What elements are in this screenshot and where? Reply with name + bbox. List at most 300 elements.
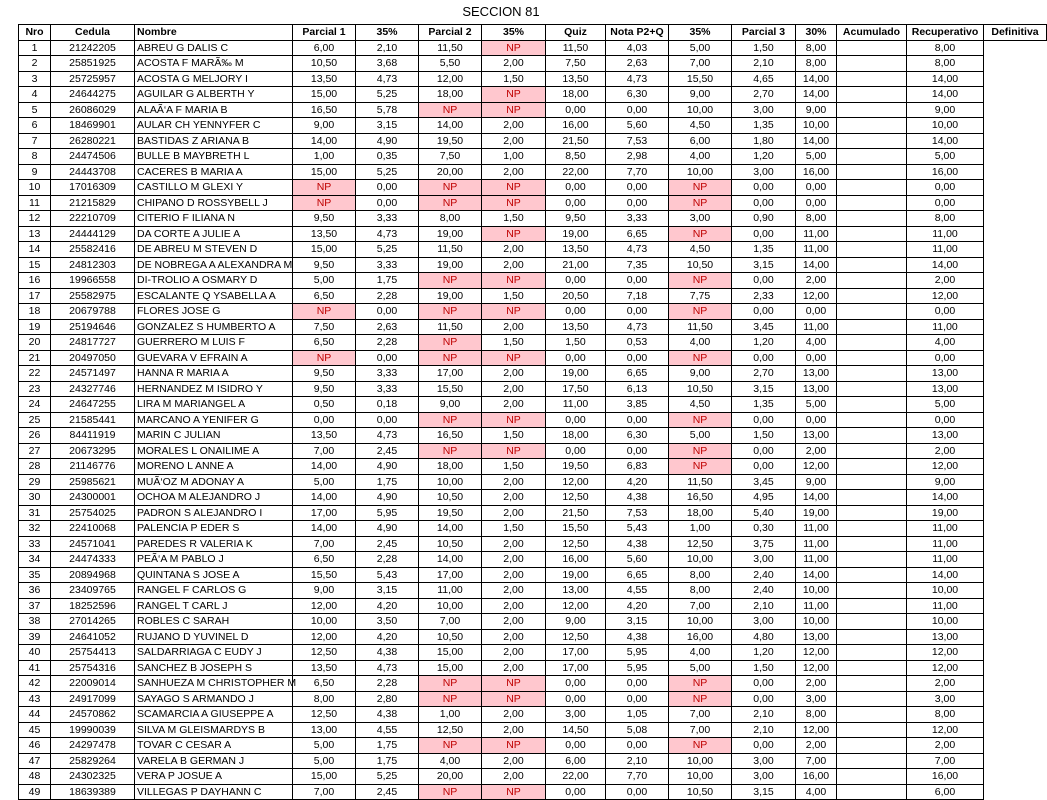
table-cell[interactable]: 0,00 <box>546 784 606 800</box>
table-cell[interactable]: RANGEL F CARLOS G <box>135 583 293 599</box>
table-cell[interactable]: 21 <box>19 350 51 366</box>
table-cell[interactable]: 1,00 <box>293 149 356 165</box>
table-cell[interactable]: 19,00 <box>546 366 606 382</box>
table-cell[interactable]: 5,95 <box>606 645 669 661</box>
table-cell[interactable]: 0,90 <box>732 211 796 227</box>
table-cell[interactable]: 0,00 <box>732 226 796 242</box>
table-cell[interactable]: 10,00 <box>669 753 732 769</box>
table-cell[interactable]: 5,50 <box>419 56 482 72</box>
table-cell[interactable]: 0,00 <box>546 350 606 366</box>
table-cell[interactable]: VILLEGAS P DAYHANN C <box>135 784 293 800</box>
table-cell[interactable]: 14,00 <box>907 133 984 149</box>
table-cell[interactable]: 9,00 <box>796 102 837 118</box>
table-cell[interactable]: 7,00 <box>293 784 356 800</box>
table-cell[interactable]: 4,90 <box>356 133 419 149</box>
table-cell[interactable]: GUEVARA V EFRAIN A <box>135 350 293 366</box>
table-cell[interactable]: 14,00 <box>907 257 984 273</box>
table-cell[interactable]: 16,00 <box>669 629 732 645</box>
table-cell[interactable]: 6,65 <box>606 567 669 583</box>
table-cell[interactable]: 3,15 <box>356 583 419 599</box>
table-cell[interactable] <box>837 784 907 800</box>
table-cell[interactable]: 3,33 <box>606 211 669 227</box>
table-cell[interactable]: 7,00 <box>293 536 356 552</box>
table-cell[interactable]: 0,00 <box>907 412 984 428</box>
table-cell[interactable] <box>837 707 907 723</box>
table-cell[interactable]: 24444129 <box>51 226 135 242</box>
table-cell[interactable]: RUJANO D YUVINEL D <box>135 629 293 645</box>
table-cell[interactable]: 11,50 <box>669 474 732 490</box>
table-cell[interactable]: 7,00 <box>419 614 482 630</box>
table-cell[interactable]: NP <box>669 676 732 692</box>
table-cell[interactable]: 9,00 <box>669 366 732 382</box>
table-cell[interactable]: 14,00 <box>907 71 984 87</box>
table-cell[interactable]: NP <box>669 180 732 196</box>
table-cell[interactable]: 1,50 <box>482 211 546 227</box>
table-cell[interactable] <box>837 102 907 118</box>
table-cell[interactable]: 12,00 <box>796 459 837 475</box>
table-cell[interactable]: 5,60 <box>606 552 669 568</box>
table-cell[interactable]: 12,00 <box>907 645 984 661</box>
table-cell[interactable]: PADRON S ALEJANDRO I <box>135 505 293 521</box>
table-cell[interactable]: 0,00 <box>907 350 984 366</box>
table-cell[interactable]: 8,00 <box>907 56 984 72</box>
table-cell[interactable]: 2,00 <box>482 118 546 134</box>
table-cell[interactable]: 5,00 <box>796 397 837 413</box>
table-cell[interactable]: 3,33 <box>356 366 419 382</box>
table-cell[interactable]: 10,50 <box>293 56 356 72</box>
table-cell[interactable]: 18 <box>19 304 51 320</box>
table-cell[interactable]: 1 <box>19 40 51 56</box>
table-cell[interactable]: CASTILLO M GLEXI Y <box>135 180 293 196</box>
table-cell[interactable]: 4,00 <box>669 149 732 165</box>
table-cell[interactable]: 3,00 <box>796 691 837 707</box>
table-cell[interactable]: NP <box>419 784 482 800</box>
table-cell[interactable]: 13,50 <box>293 428 356 444</box>
table-cell[interactable]: 0,00 <box>606 784 669 800</box>
table-cell[interactable]: NP <box>482 784 546 800</box>
table-cell[interactable]: 10,00 <box>669 102 732 118</box>
table-cell[interactable]: MARCANO A YENIFER G <box>135 412 293 428</box>
table-cell[interactable]: 5,00 <box>669 428 732 444</box>
table-cell[interactable]: 20 <box>19 335 51 351</box>
table-cell[interactable]: 48 <box>19 769 51 785</box>
table-cell[interactable]: 10,00 <box>293 614 356 630</box>
table-cell[interactable]: 22 <box>19 366 51 382</box>
table-cell[interactable]: 24571497 <box>51 366 135 382</box>
table-cell[interactable]: 13,50 <box>293 226 356 242</box>
table-cell[interactable]: 2,10 <box>606 753 669 769</box>
table-cell[interactable]: 9,00 <box>907 102 984 118</box>
table-cell[interactable]: NP <box>293 195 356 211</box>
table-cell[interactable]: 2,00 <box>482 505 546 521</box>
table-cell[interactable]: 15,00 <box>293 242 356 258</box>
table-cell[interactable]: 33 <box>19 536 51 552</box>
table-cell[interactable]: 7,70 <box>606 164 669 180</box>
table-cell[interactable]: 4,20 <box>606 598 669 614</box>
table-cell[interactable]: 19,00 <box>546 567 606 583</box>
table-cell[interactable]: 25194646 <box>51 319 135 335</box>
table-cell[interactable]: MARIN C JULIAN <box>135 428 293 444</box>
table-cell[interactable]: 0,00 <box>907 195 984 211</box>
table-cell[interactable]: 6,13 <box>606 381 669 397</box>
table-cell[interactable]: 12,00 <box>907 660 984 676</box>
table-cell[interactable]: 19 <box>19 319 51 335</box>
table-cell[interactable]: 21146776 <box>51 459 135 475</box>
table-cell[interactable]: 16,50 <box>293 102 356 118</box>
table-cell[interactable]: 3,00 <box>907 691 984 707</box>
table-cell[interactable]: 1,05 <box>606 707 669 723</box>
table-cell[interactable]: NP <box>293 180 356 196</box>
table-cell[interactable]: 11,50 <box>419 319 482 335</box>
table-cell[interactable]: 19,50 <box>419 133 482 149</box>
table-cell[interactable]: 5,43 <box>356 567 419 583</box>
table-cell[interactable]: 7,00 <box>796 753 837 769</box>
table-cell[interactable]: NP <box>482 40 546 56</box>
table-cell[interactable]: 25851925 <box>51 56 135 72</box>
table-cell[interactable]: 2,00 <box>907 443 984 459</box>
table-cell[interactable]: 15,50 <box>546 521 606 537</box>
table-cell[interactable]: 24570862 <box>51 707 135 723</box>
table-cell[interactable]: CHIPANO D ROSSYBELL J <box>135 195 293 211</box>
column-header[interactable]: Quiz <box>546 25 606 41</box>
table-cell[interactable]: 11,00 <box>796 521 837 537</box>
table-cell[interactable]: 0,00 <box>606 180 669 196</box>
table-cell[interactable]: 4,80 <box>732 629 796 645</box>
table-cell[interactable]: CITERIO F ILIANA N <box>135 211 293 227</box>
table-cell[interactable]: 2,80 <box>356 691 419 707</box>
table-cell[interactable]: 2,70 <box>732 366 796 382</box>
table-cell[interactable]: VARELA B GERMAN J <box>135 753 293 769</box>
table-cell[interactable]: 5,95 <box>356 505 419 521</box>
table-cell[interactable]: 14,00 <box>796 71 837 87</box>
table-cell[interactable]: NP <box>482 738 546 754</box>
table-cell[interactable]: 6,50 <box>293 288 356 304</box>
table-cell[interactable] <box>837 164 907 180</box>
table-cell[interactable] <box>837 226 907 242</box>
table-cell[interactable]: 7,50 <box>293 319 356 335</box>
table-cell[interactable]: 0,00 <box>606 350 669 366</box>
table-cell[interactable]: 12,00 <box>796 660 837 676</box>
table-cell[interactable]: NP <box>419 273 482 289</box>
table-cell[interactable]: 2,28 <box>356 676 419 692</box>
table-cell[interactable]: 14,00 <box>907 87 984 103</box>
table-cell[interactable]: 20497050 <box>51 350 135 366</box>
table-cell[interactable]: 14,00 <box>293 521 356 537</box>
table-cell[interactable]: 84411919 <box>51 428 135 444</box>
table-cell[interactable]: 0,00 <box>606 443 669 459</box>
table-cell[interactable]: 8,00 <box>907 211 984 227</box>
table-cell[interactable]: 2,00 <box>482 567 546 583</box>
table-cell[interactable]: 11 <box>19 195 51 211</box>
table-cell[interactable]: 1,20 <box>732 335 796 351</box>
table-cell[interactable]: 14,00 <box>419 521 482 537</box>
table-cell[interactable] <box>837 211 907 227</box>
table-cell[interactable]: 0,00 <box>606 412 669 428</box>
table-cell[interactable]: 7 <box>19 133 51 149</box>
table-cell[interactable]: 5,25 <box>356 87 419 103</box>
table-cell[interactable]: 13,00 <box>907 366 984 382</box>
table-cell[interactable]: 4,73 <box>356 71 419 87</box>
table-cell[interactable]: NP <box>669 443 732 459</box>
table-cell[interactable]: 19,00 <box>419 288 482 304</box>
table-cell[interactable]: 10,00 <box>907 118 984 134</box>
table-cell[interactable]: NP <box>669 273 732 289</box>
table-cell[interactable] <box>837 56 907 72</box>
table-cell[interactable]: 4,55 <box>356 722 419 738</box>
table-cell[interactable]: 12,00 <box>419 71 482 87</box>
table-cell[interactable]: 5,00 <box>293 738 356 754</box>
table-cell[interactable]: 25 <box>19 412 51 428</box>
table-cell[interactable]: 0,00 <box>356 304 419 320</box>
table-cell[interactable]: 12,00 <box>546 474 606 490</box>
table-cell[interactable] <box>837 71 907 87</box>
table-cell[interactable]: 17,00 <box>546 660 606 676</box>
table-cell[interactable]: 0,00 <box>732 350 796 366</box>
table-cell[interactable]: 15,00 <box>293 87 356 103</box>
table-cell[interactable]: RANGEL T CARL J <box>135 598 293 614</box>
table-cell[interactable]: 3,15 <box>732 784 796 800</box>
table-cell[interactable]: 2,10 <box>732 56 796 72</box>
table-cell[interactable]: 11,00 <box>907 226 984 242</box>
table-cell[interactable]: 39 <box>19 629 51 645</box>
table-cell[interactable]: 7,00 <box>669 722 732 738</box>
table-cell[interactable]: 12,00 <box>293 598 356 614</box>
table-cell[interactable]: 4,00 <box>419 753 482 769</box>
table-cell[interactable]: 2,00 <box>482 598 546 614</box>
table-cell[interactable]: 1,50 <box>482 288 546 304</box>
table-cell[interactable]: 5,25 <box>356 769 419 785</box>
table-cell[interactable] <box>837 40 907 56</box>
table-cell[interactable] <box>837 583 907 599</box>
table-cell[interactable]: 18469901 <box>51 118 135 134</box>
table-cell[interactable]: NP <box>419 691 482 707</box>
table-cell[interactable]: NP <box>669 226 732 242</box>
table-cell[interactable]: 47 <box>19 753 51 769</box>
table-cell[interactable]: 17,00 <box>546 645 606 661</box>
table-cell[interactable]: 16,50 <box>419 428 482 444</box>
table-cell[interactable]: GONZALEZ S HUMBERTO A <box>135 319 293 335</box>
table-cell[interactable]: 11,50 <box>419 242 482 258</box>
table-cell[interactable]: 14,00 <box>796 490 837 506</box>
table-cell[interactable]: 2,00 <box>482 536 546 552</box>
table-cell[interactable]: 0,00 <box>796 180 837 196</box>
table-cell[interactable]: 8,00 <box>907 707 984 723</box>
table-cell[interactable]: 8,50 <box>546 149 606 165</box>
table-cell[interactable]: 11,00 <box>419 583 482 599</box>
table-cell[interactable]: 12,00 <box>796 288 837 304</box>
table-cell[interactable]: 0,00 <box>732 738 796 754</box>
table-cell[interactable]: 1,50 <box>482 71 546 87</box>
table-cell[interactable]: 2,00 <box>796 273 837 289</box>
table-cell[interactable]: 0,00 <box>907 180 984 196</box>
table-cell[interactable]: 16,00 <box>907 769 984 785</box>
table-cell[interactable] <box>837 319 907 335</box>
table-cell[interactable]: 16,00 <box>796 769 837 785</box>
table-cell[interactable]: 24641052 <box>51 629 135 645</box>
table-cell[interactable]: 4,50 <box>669 118 732 134</box>
table-cell[interactable]: BULLE B MAYBRETH L <box>135 149 293 165</box>
table-cell[interactable]: 18639389 <box>51 784 135 800</box>
table-cell[interactable]: 13,00 <box>907 629 984 645</box>
table-cell[interactable]: 13,50 <box>546 242 606 258</box>
table-cell[interactable]: ROBLES C SARAH <box>135 614 293 630</box>
table-cell[interactable]: 1,50 <box>732 660 796 676</box>
table-cell[interactable]: 27 <box>19 443 51 459</box>
table-cell[interactable]: 20679788 <box>51 304 135 320</box>
table-cell[interactable]: 14,00 <box>419 118 482 134</box>
table-cell[interactable]: 10,00 <box>796 118 837 134</box>
column-header[interactable]: Nombre <box>135 25 293 41</box>
table-cell[interactable]: 11,00 <box>907 521 984 537</box>
table-cell[interactable]: 15,00 <box>419 660 482 676</box>
table-cell[interactable]: 0,00 <box>356 180 419 196</box>
table-cell[interactable]: 2,00 <box>796 676 837 692</box>
table-cell[interactable]: 17 <box>19 288 51 304</box>
table-cell[interactable]: 2,00 <box>482 552 546 568</box>
table-cell[interactable]: 16 <box>19 273 51 289</box>
table-cell[interactable]: 10 <box>19 180 51 196</box>
table-cell[interactable]: NP <box>419 412 482 428</box>
table-cell[interactable]: 23 <box>19 381 51 397</box>
table-cell[interactable]: 35 <box>19 567 51 583</box>
table-cell[interactable]: 7,50 <box>419 149 482 165</box>
table-cell[interactable]: 17,00 <box>293 505 356 521</box>
table-cell[interactable]: 23409765 <box>51 583 135 599</box>
table-cell[interactable]: PALENCIA P EDER S <box>135 521 293 537</box>
table-cell[interactable]: 24647255 <box>51 397 135 413</box>
table-cell[interactable]: 14,00 <box>293 133 356 149</box>
table-cell[interactable]: NP <box>419 335 482 351</box>
table-cell[interactable]: 2,00 <box>907 738 984 754</box>
table-cell[interactable]: 2,33 <box>732 288 796 304</box>
table-cell[interactable]: 19,00 <box>546 226 606 242</box>
table-cell[interactable]: 0,00 <box>546 691 606 707</box>
table-cell[interactable]: 2,40 <box>732 583 796 599</box>
table-cell[interactable]: 45 <box>19 722 51 738</box>
table-cell[interactable]: NP <box>419 676 482 692</box>
table-cell[interactable]: 0,00 <box>546 102 606 118</box>
table-cell[interactable]: 10,00 <box>796 614 837 630</box>
table-cell[interactable]: 6,65 <box>606 366 669 382</box>
table-cell[interactable]: 4,90 <box>356 521 419 537</box>
table-cell[interactable] <box>837 180 907 196</box>
table-cell[interactable]: 13,00 <box>907 381 984 397</box>
table-cell[interactable]: 11,00 <box>796 226 837 242</box>
table-cell[interactable]: 6,00 <box>293 40 356 56</box>
table-cell[interactable]: 8,00 <box>669 567 732 583</box>
column-header[interactable]: Acumulado <box>837 25 907 41</box>
table-cell[interactable]: 4,38 <box>356 645 419 661</box>
table-cell[interactable]: 42 <box>19 676 51 692</box>
table-cell[interactable]: 5,00 <box>669 40 732 56</box>
table-cell[interactable]: 16,00 <box>907 164 984 180</box>
table-cell[interactable]: NP <box>669 304 732 320</box>
table-cell[interactable]: 4,38 <box>606 490 669 506</box>
table-cell[interactable] <box>837 428 907 444</box>
table-cell[interactable]: 8,00 <box>293 691 356 707</box>
table-cell[interactable]: ESCALANTE Q YSABELLA A <box>135 288 293 304</box>
table-cell[interactable]: 3,00 <box>732 614 796 630</box>
table-cell[interactable] <box>837 381 907 397</box>
table-cell[interactable]: 24443708 <box>51 164 135 180</box>
table-cell[interactable]: 38 <box>19 614 51 630</box>
table-cell[interactable]: 8 <box>19 149 51 165</box>
table-cell[interactable]: 4,73 <box>606 242 669 258</box>
table-cell[interactable]: 15,50 <box>293 567 356 583</box>
table-cell[interactable]: 8,00 <box>796 40 837 56</box>
table-cell[interactable] <box>837 722 907 738</box>
table-cell[interactable]: 0,00 <box>606 676 669 692</box>
table-cell[interactable]: 10,50 <box>419 629 482 645</box>
table-cell[interactable]: 7,75 <box>669 288 732 304</box>
table-cell[interactable]: 3,45 <box>732 474 796 490</box>
table-cell[interactable]: 10,00 <box>669 164 732 180</box>
table-cell[interactable]: 3,68 <box>356 56 419 72</box>
column-header[interactable]: Nro <box>19 25 51 41</box>
table-cell[interactable]: 11,50 <box>546 40 606 56</box>
table-cell[interactable]: 21585441 <box>51 412 135 428</box>
table-cell[interactable]: 0,00 <box>546 195 606 211</box>
table-cell[interactable]: 3,15 <box>606 614 669 630</box>
table-cell[interactable]: SANHUEZA M CHRISTOPHER M <box>135 676 293 692</box>
table-cell[interactable]: 19,50 <box>419 505 482 521</box>
table-cell[interactable]: 18252596 <box>51 598 135 614</box>
table-cell[interactable]: 2,28 <box>356 335 419 351</box>
table-cell[interactable]: 20,00 <box>419 164 482 180</box>
table-cell[interactable]: 4,38 <box>356 707 419 723</box>
table-cell[interactable]: NP <box>669 738 732 754</box>
table-cell[interactable] <box>837 614 907 630</box>
table-cell[interactable]: 9,00 <box>293 118 356 134</box>
table-cell[interactable]: 24812303 <box>51 257 135 273</box>
table-cell[interactable]: 19966558 <box>51 273 135 289</box>
table-cell[interactable]: 25754413 <box>51 645 135 661</box>
table-cell[interactable]: 9 <box>19 164 51 180</box>
table-cell[interactable]: 5,00 <box>293 753 356 769</box>
table-cell[interactable] <box>837 242 907 258</box>
table-cell[interactable]: 2,10 <box>732 598 796 614</box>
table-cell[interactable]: 4,73 <box>356 226 419 242</box>
table-cell[interactable] <box>837 753 907 769</box>
table-cell[interactable]: 0,35 <box>356 149 419 165</box>
table-cell[interactable]: 18,00 <box>669 505 732 521</box>
table-cell[interactable]: 2,00 <box>482 629 546 645</box>
table-cell[interactable]: 3,15 <box>732 257 796 273</box>
table-cell[interactable] <box>837 521 907 537</box>
table-cell[interactable]: SAYAGO S ARMANDO J <box>135 691 293 707</box>
table-cell[interactable]: NP <box>293 304 356 320</box>
table-cell[interactable]: 2 <box>19 56 51 72</box>
table-cell[interactable]: 2,45 <box>356 536 419 552</box>
table-cell[interactable]: 5,00 <box>796 149 837 165</box>
table-cell[interactable]: 3,85 <box>606 397 669 413</box>
table-cell[interactable]: 2,70 <box>732 87 796 103</box>
table-cell[interactable]: DI-TROLIO A OSMARY D <box>135 273 293 289</box>
column-header[interactable]: Parcial 3 <box>732 25 796 41</box>
table-cell[interactable]: 6,65 <box>606 226 669 242</box>
table-cell[interactable]: 4,00 <box>669 645 732 661</box>
table-cell[interactable]: 4,90 <box>356 490 419 506</box>
table-cell[interactable]: 12,50 <box>546 629 606 645</box>
table-cell[interactable]: 3,00 <box>732 753 796 769</box>
table-cell[interactable]: 11,00 <box>796 536 837 552</box>
table-cell[interactable]: 13,00 <box>796 629 837 645</box>
table-cell[interactable]: 0,00 <box>732 691 796 707</box>
table-cell[interactable]: 25754316 <box>51 660 135 676</box>
table-cell[interactable]: 10,50 <box>669 257 732 273</box>
table-cell[interactable]: 6,30 <box>606 87 669 103</box>
table-cell[interactable]: 11,00 <box>796 319 837 335</box>
